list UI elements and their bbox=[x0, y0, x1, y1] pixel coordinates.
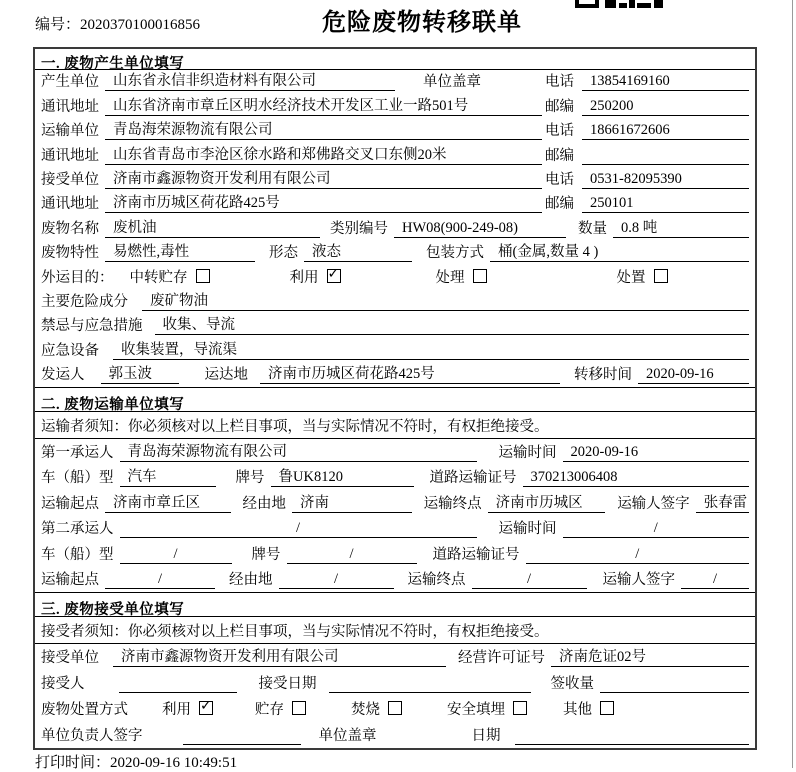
section3-header: 三. 废物接受单位填写 bbox=[35, 592, 755, 617]
phone-label: 电话 bbox=[545, 123, 574, 140]
option-label: 利用 bbox=[289, 269, 319, 286]
producer-zip-group bbox=[545, 95, 749, 116]
plate-label: 牌号 bbox=[235, 470, 265, 487]
zip-label: 邮编 bbox=[545, 196, 574, 213]
received-qty-value bbox=[600, 692, 749, 693]
carrier-sign-label: 运输人签字 bbox=[602, 572, 675, 589]
waste-name-label: 废物名称 bbox=[41, 220, 99, 237]
qr-fragment-icon bbox=[575, 0, 665, 10]
license-value: 济南危证02号 bbox=[551, 645, 749, 667]
transporter-zip-group bbox=[545, 144, 749, 165]
disposal-option-landfill bbox=[447, 698, 527, 719]
purpose-label: 外运目的： bbox=[41, 269, 114, 286]
responsible-sign-value bbox=[183, 744, 301, 745]
producer-phone-group bbox=[545, 70, 749, 91]
print-time bbox=[35, 751, 237, 772]
plate-label: 牌号 bbox=[251, 546, 281, 563]
row-producer bbox=[35, 70, 755, 94]
producer-zip-value: 250200 bbox=[582, 98, 749, 116]
transporter-phone-group bbox=[545, 119, 749, 140]
route-end-label: 运输终点 bbox=[407, 572, 466, 589]
via-value: / bbox=[279, 571, 394, 589]
purpose-option-treat bbox=[436, 266, 487, 287]
first-carrier-value: 青岛海荣源物流有限公司 bbox=[120, 440, 477, 462]
destination-value: 济南市历城区荷花路425号 bbox=[260, 362, 560, 384]
row-transporter bbox=[35, 119, 755, 143]
receiver-phone-value: 0531-82095390 bbox=[582, 171, 749, 189]
phone-label: 电话 bbox=[545, 171, 574, 188]
phone-label: 电话 bbox=[545, 74, 574, 91]
carrier-sign-value: 张春雷 bbox=[696, 491, 749, 513]
zip-label: 邮编 bbox=[545, 147, 574, 164]
row-accept-person bbox=[35, 670, 755, 696]
checkbox-utilize bbox=[199, 701, 213, 715]
date-value bbox=[515, 744, 750, 745]
checkbox-landfill bbox=[513, 701, 527, 715]
accept-person-value bbox=[119, 692, 237, 693]
property-label: 废物特性 bbox=[41, 245, 99, 262]
vehicle-type-label: 车（船）型 bbox=[41, 546, 114, 563]
unit-seal-label: 单位盖章 bbox=[318, 728, 377, 745]
accept-person-label: 接受人 bbox=[41, 676, 85, 693]
option-label: 处置 bbox=[616, 269, 646, 286]
transporter-value: 青岛海荣源物流有限公司 bbox=[105, 118, 542, 140]
print-time-label: 打印时间： bbox=[35, 755, 111, 771]
via-value: 济南 bbox=[292, 491, 412, 513]
route-end-value: 济南市历城区 bbox=[488, 491, 606, 513]
document-header bbox=[0, 0, 796, 46]
option-label: 其他 bbox=[563, 702, 592, 719]
receiver-zip-value: 250101 bbox=[582, 195, 749, 213]
checkbox-utilize bbox=[327, 269, 341, 283]
notice-text: 运输者须知：你必须核对以上栏目事项，当与实际情况不符时，有权拒绝接受。 bbox=[41, 418, 549, 435]
vehicle-type-value: / bbox=[120, 546, 232, 564]
zip-label: 邮编 bbox=[545, 98, 574, 115]
accept-date-value bbox=[329, 692, 531, 693]
received-qty-label: 签收量 bbox=[550, 676, 594, 693]
disposal-option-store bbox=[255, 698, 306, 719]
row-producer-address bbox=[35, 94, 755, 118]
notice-text: 接受者须知：你必须核对以上栏目事项，当与实际情况不符时，有权拒绝接受。 bbox=[41, 623, 549, 640]
row-vehicle-1 bbox=[35, 465, 755, 491]
transport-time-label: 运输时间 bbox=[498, 444, 557, 461]
destination-label: 运达地 bbox=[204, 367, 248, 384]
row-second-carrier bbox=[35, 516, 755, 542]
measures-label: 禁忌与应急措施 bbox=[41, 318, 143, 335]
transport-time-value: / bbox=[563, 520, 750, 538]
route-start-value: 济南市章丘区 bbox=[105, 491, 231, 513]
address-label: 通讯地址 bbox=[41, 196, 99, 213]
transfer-time-label: 转移时间 bbox=[574, 367, 632, 384]
transporter-notice bbox=[35, 412, 755, 439]
option-label: 处理 bbox=[435, 269, 465, 286]
row-accept-unit bbox=[35, 644, 755, 670]
producer-value: 山东省永信非织造材料有限公司 bbox=[105, 69, 395, 91]
transfer-time-value: 2020-09-16 bbox=[638, 366, 749, 384]
producer-address-value: 山东省济南市章丘区明水经济技术开发区工业一路501号 bbox=[105, 94, 542, 116]
checkbox-storage bbox=[196, 269, 210, 283]
receiver-value: 济南市鑫源物资开发利用有限公司 bbox=[105, 167, 542, 189]
category-label: 类别编号 bbox=[330, 220, 388, 237]
checkbox-dispose bbox=[654, 269, 668, 283]
transporter-phone-value: 18661672606 bbox=[582, 122, 749, 140]
road-permit-label: 道路运输证号 bbox=[429, 470, 517, 487]
road-permit-label: 道路运输证号 bbox=[432, 546, 520, 563]
option-label: 焚烧 bbox=[351, 702, 380, 719]
producer-phone-value: 13854169160 bbox=[582, 73, 749, 91]
serial-label: 编号： bbox=[35, 17, 81, 33]
option-label: 中转贮存 bbox=[129, 269, 188, 286]
equipment-label: 应急设备 bbox=[41, 342, 99, 359]
route-start-value: / bbox=[105, 571, 215, 589]
category-value: HW08(900-249-08) bbox=[394, 220, 566, 238]
road-permit-value: 370213006408 bbox=[523, 469, 750, 487]
form-label: 形态 bbox=[269, 245, 298, 262]
row-vehicle-2 bbox=[35, 541, 755, 567]
route-end-label: 运输终点 bbox=[423, 495, 482, 512]
measures-value: 收集、导流 bbox=[155, 313, 750, 335]
receiver-notice bbox=[35, 617, 755, 644]
vehicle-type-label: 车（船）型 bbox=[41, 470, 114, 487]
row-shipper bbox=[35, 363, 755, 387]
receiver-address-value: 济南市历城区荷花路425号 bbox=[105, 191, 542, 213]
quantity-label: 数量 bbox=[578, 220, 607, 237]
checkbox-treat bbox=[473, 269, 487, 283]
address-label: 通讯地址 bbox=[41, 98, 99, 115]
transporter-address-value: 山东省青岛市李沧区徐水路和郑佛路交叉口东侧20米 bbox=[105, 143, 542, 165]
route-end-value: / bbox=[472, 571, 587, 589]
row-transfer-purpose bbox=[35, 265, 755, 289]
route-start-label: 运输起点 bbox=[41, 572, 99, 589]
row-route-2 bbox=[35, 567, 755, 593]
carrier-sign-label: 运输人签字 bbox=[617, 495, 690, 512]
first-carrier-label: 第一承运人 bbox=[41, 444, 114, 461]
disposal-option-incinerate bbox=[351, 698, 402, 719]
purpose-option-utilize bbox=[290, 266, 341, 287]
page-title: 危险废物转移联单 bbox=[322, 10, 522, 36]
checkbox-incinerate bbox=[388, 701, 402, 715]
disposal-option-utilize bbox=[162, 698, 213, 719]
serial-value: 2020370100016856 bbox=[80, 17, 201, 33]
transporter-zip-value bbox=[582, 164, 749, 165]
address-label: 通讯地址 bbox=[41, 147, 99, 164]
shipper-value: 郭玉波 bbox=[101, 362, 179, 384]
packing-value: 桶(金属,数量 4 ) bbox=[490, 240, 749, 262]
section-receiver bbox=[35, 592, 755, 748]
section-transporter bbox=[35, 387, 755, 592]
packing-label: 包装方式 bbox=[426, 245, 484, 262]
transporter-label: 运输单位 bbox=[41, 123, 99, 140]
row-emergency-measures bbox=[35, 314, 755, 338]
row-transporter-address bbox=[35, 143, 755, 167]
route-start-label: 运输起点 bbox=[41, 495, 99, 512]
row-receiver-address bbox=[35, 192, 755, 216]
option-label: 贮存 bbox=[255, 702, 284, 719]
receiver-phone-group bbox=[545, 168, 749, 189]
purpose-option-dispose bbox=[617, 266, 668, 287]
row-waste-name bbox=[35, 216, 755, 240]
transfer-form bbox=[33, 47, 757, 750]
row-hazard-component bbox=[35, 290, 755, 314]
accept-unit-label: 接受单位 bbox=[41, 650, 99, 667]
row-route-1 bbox=[35, 490, 755, 516]
via-label: 经由地 bbox=[229, 572, 273, 589]
license-label: 经营许可证号 bbox=[458, 650, 545, 667]
accept-date-label: 接受日期 bbox=[258, 676, 317, 693]
row-receiver bbox=[35, 168, 755, 192]
shipper-label: 发运人 bbox=[41, 367, 85, 384]
second-carrier-value: / bbox=[120, 520, 477, 538]
plate-value: / bbox=[287, 546, 417, 564]
checkbox-other bbox=[600, 701, 614, 715]
road-permit-value: / bbox=[526, 546, 750, 564]
plate-value: 鲁UK8120 bbox=[271, 465, 414, 487]
page-edge-line bbox=[792, 0, 793, 768]
carrier-sign-value: / bbox=[681, 571, 749, 589]
row-disposal-method bbox=[35, 696, 755, 722]
transport-time-label: 运输时间 bbox=[498, 521, 557, 538]
row-emergency-equipment bbox=[35, 338, 755, 362]
responsible-sign-label: 单位负责人签字 bbox=[41, 728, 143, 745]
section1-header: 一. 废物产生单位填写 bbox=[35, 49, 755, 70]
accept-unit-value: 济南市鑫源物资开发利用有限公司 bbox=[113, 645, 446, 667]
section-generator bbox=[35, 49, 755, 387]
hazard-value: 废矿物油 bbox=[142, 289, 749, 311]
disposal-option-other bbox=[563, 698, 614, 719]
producer-label: 产生单位 bbox=[41, 74, 99, 91]
print-time-value: 2020-09-16 10:49:51 bbox=[110, 755, 238, 771]
transport-time-value: 2020-09-16 bbox=[563, 444, 750, 462]
purpose-option-storage bbox=[130, 266, 210, 287]
date-label: 日期 bbox=[471, 728, 501, 745]
second-carrier-label: 第二承运人 bbox=[41, 521, 114, 538]
receiver-label: 接受单位 bbox=[41, 171, 99, 188]
quantity-value: 0.8 吨 bbox=[613, 216, 749, 238]
section2-header: 二. 废物运输单位填写 bbox=[35, 387, 755, 412]
vehicle-type-value: 汽车 bbox=[120, 465, 216, 487]
option-label: 利用 bbox=[162, 702, 191, 719]
row-first-carrier bbox=[35, 439, 755, 465]
unit-seal-label: 单位盖章 bbox=[423, 74, 481, 91]
row-responsible-sign bbox=[35, 722, 755, 748]
row-waste-property bbox=[35, 241, 755, 265]
hazard-label: 主要危险成分 bbox=[41, 293, 128, 310]
property-value: 易燃性,毒性 bbox=[105, 240, 255, 262]
equipment-value: 收集装置，导流渠 bbox=[113, 338, 749, 360]
option-label: 安全填埋 bbox=[447, 702, 505, 719]
waste-name-value: 废机油 bbox=[105, 216, 320, 238]
form-value: 液态 bbox=[304, 240, 412, 262]
via-label: 经由地 bbox=[242, 495, 287, 512]
receiver-zip-group bbox=[545, 192, 749, 213]
checkbox-store bbox=[292, 701, 306, 715]
disposal-label: 废物处置方式 bbox=[41, 702, 128, 719]
